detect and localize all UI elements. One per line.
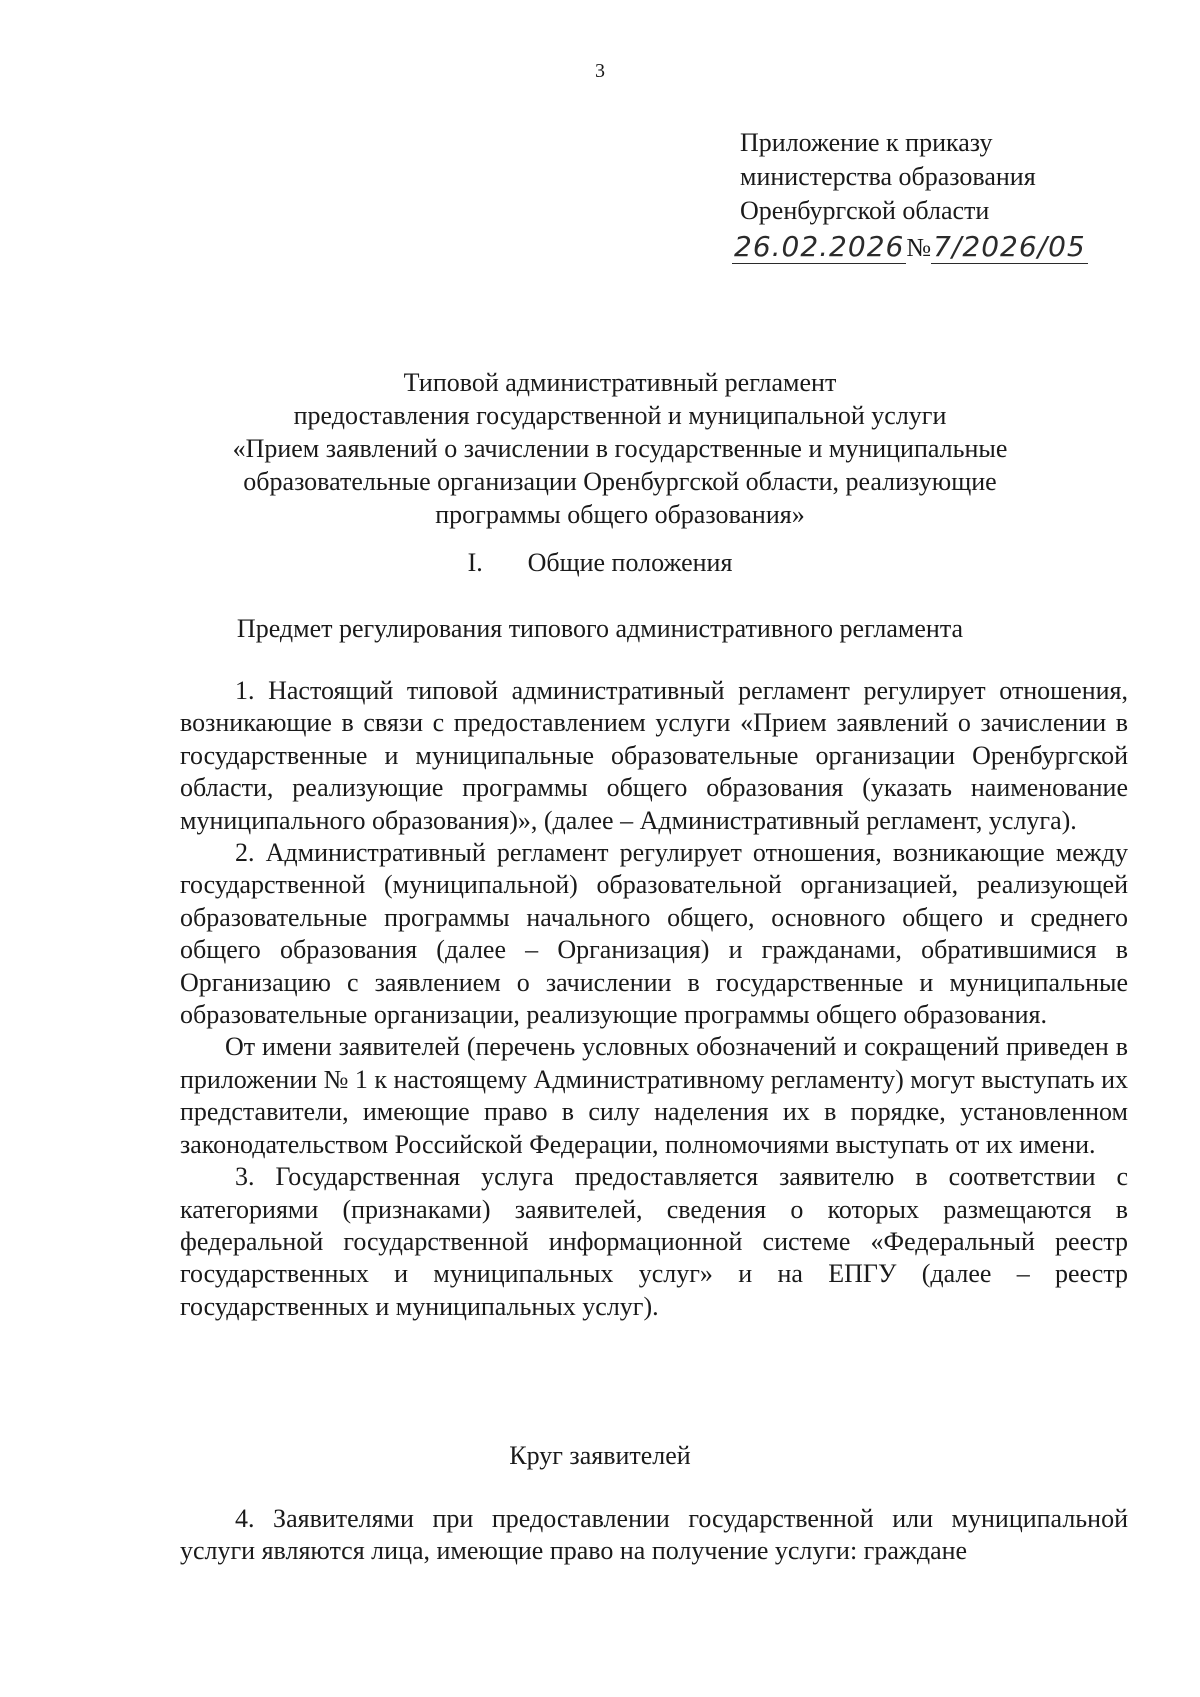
title-line-1: Типовой административный регламент — [403, 368, 837, 397]
appendix-line-2: министерства образования — [740, 162, 1036, 191]
order-date-number — [732, 230, 1088, 265]
document-title — [160, 366, 1080, 531]
page-number: 3 — [595, 60, 605, 82]
handwritten-date: 26.02.2026 — [734, 230, 905, 263]
appendix-line-3: Оренбургской области — [740, 196, 990, 225]
title-line-5: программы общего образования» — [435, 500, 805, 529]
body-text-1 — [180, 675, 1128, 1323]
section-heading — [0, 548, 1200, 578]
appendix-line-1: Приложение к приказу — [740, 128, 993, 157]
paragraph-4: 4. Заявителями при предоставлении государственной или муниципальной услуги являются лица, имеющие право на получение услуги: граждане — [180, 1504, 1128, 1566]
paragraph-1: 1. Настоящий типовой административный регламент регулирует отношения, возникающие в связи с предоставлением услуги «Прием заявлений о зачислении в государственные и муниципальные образовательные организации Оренбургской области, реализующие программы общего образования (указать наименование муниципального образования)», (далее – Административный регламент, услуга). — [180, 676, 1128, 835]
subheading-subject: Предмет регулирования типового административного регламента — [236, 614, 964, 643]
subheading-applicants: Круг заявителей — [509, 1441, 691, 1470]
handwritten-order-number: 7/2026/05 — [933, 230, 1086, 263]
paragraph-2: 2. Административный регламент регулирует отношения, возникающие между государственной (муниципальной) образовательной организацией, реализующей образовательные программы начального общего, основного общего и среднего общего образования (далее – Организация) и гражданами, обратившимися в Организацию с заявлением о зачислении в государственные и муниципальные образовательные организации, реализующие программы общего образования. — [180, 838, 1128, 1030]
number-sign: № — [906, 233, 932, 262]
title-line-4: образовательные организации Оренбургской области, реализующие — [243, 467, 997, 496]
appendix-header — [734, 126, 1096, 265]
paragraph-3: 3. Государственная услуга предоставляется заявителю в соответствии с категориями (признаками) заявителей, сведения о которых размещаются в федеральной государственной информационной системе «Федеральный реестр государственных и муниципальных услуг» и на ЕПГУ (далее – реестр государственных и муниципальных услуг). — [180, 1162, 1128, 1321]
section-title: Общие положения — [527, 548, 733, 577]
paragraph-representatives: От имени заявителей (перечень условных обозначений и сокращений приведен в приложении № 1 к настоящему Административному регламенту) могут выступать их представители, имеющие право в силу наделения их в порядке, установленном законодательством Российской Федерации, полномочиями выступать от их имени. — [180, 1032, 1128, 1159]
title-line-3: «Прием заявлений о зачислении в государственные и муниципальные — [232, 434, 1008, 463]
body-text-2 — [180, 1503, 1128, 1568]
title-line-2: предоставления государственной и муниципальной услуги — [293, 401, 947, 430]
section-number: I. — [467, 548, 483, 577]
